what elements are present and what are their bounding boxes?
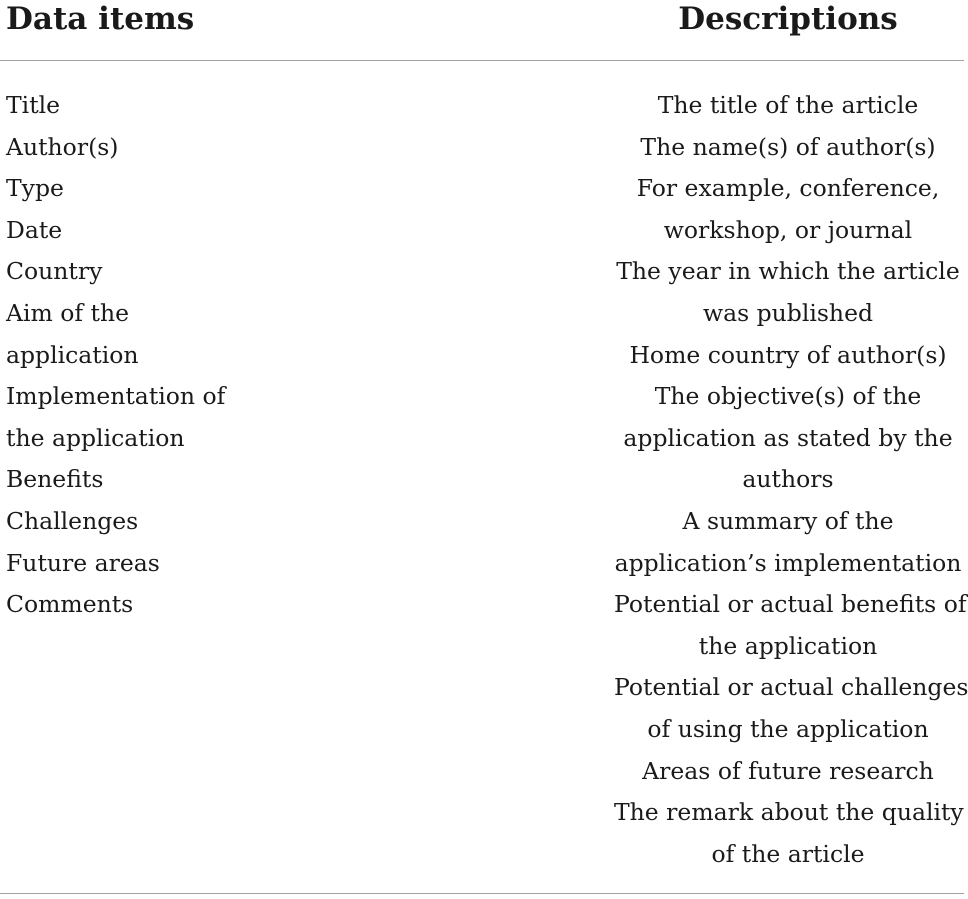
data-items-column — [6, 85, 296, 626]
description-line: For example, conference, — [636, 174, 940, 203]
bottom-rule — [0, 893, 964, 894]
description-line: application as stated by the — [623, 423, 953, 452]
data-item-line: Future areas — [6, 548, 160, 577]
description-line: The year in which the article — [616, 257, 960, 286]
data-item-line: Author(s) — [6, 132, 119, 161]
description-line: workshop, or journal — [663, 215, 913, 244]
top-rule — [0, 60, 964, 61]
description-line: of the article — [711, 839, 865, 868]
description-line: The title of the article — [657, 91, 919, 119]
description-line: Home country of author(s) — [629, 340, 947, 369]
description-line: Potential or actual challenges — [614, 673, 968, 702]
descriptions-column — [614, 85, 968, 875]
description-line: the application — [698, 631, 878, 660]
description-line: of using the application — [647, 714, 929, 743]
table-header — [0, 0, 968, 40]
data-item-line: Aim of the — [6, 298, 130, 327]
description-line: was published — [702, 298, 874, 327]
data-item-line: Implementation of — [6, 382, 226, 411]
data-item-line: the application — [6, 423, 185, 452]
data-item-line: Country — [6, 257, 103, 286]
data-item-line: Type — [6, 174, 64, 203]
description-line: The remark about the quality — [614, 798, 964, 827]
description-line: authors — [742, 465, 834, 494]
description-line: application’s implementation — [614, 548, 962, 577]
description-line: Areas of future research — [642, 756, 934, 785]
data-item-line: Comments — [6, 590, 134, 619]
data-item-line: Date — [6, 215, 63, 244]
data-item-line: application — [6, 340, 139, 369]
data-item-line: Benefits — [6, 465, 104, 494]
data-item-line: Title — [6, 91, 61, 119]
header-descriptions: Descriptions — [678, 1, 898, 37]
description-line: Potential or actual benefits of — [614, 590, 967, 619]
data-item-line: Challenges — [6, 506, 139, 535]
description-line: The objective(s) of the — [654, 382, 922, 411]
description-line: A summary of the — [682, 506, 894, 535]
header-data-items: Data items — [6, 1, 195, 37]
description-line: The name(s) of author(s) — [640, 132, 936, 161]
